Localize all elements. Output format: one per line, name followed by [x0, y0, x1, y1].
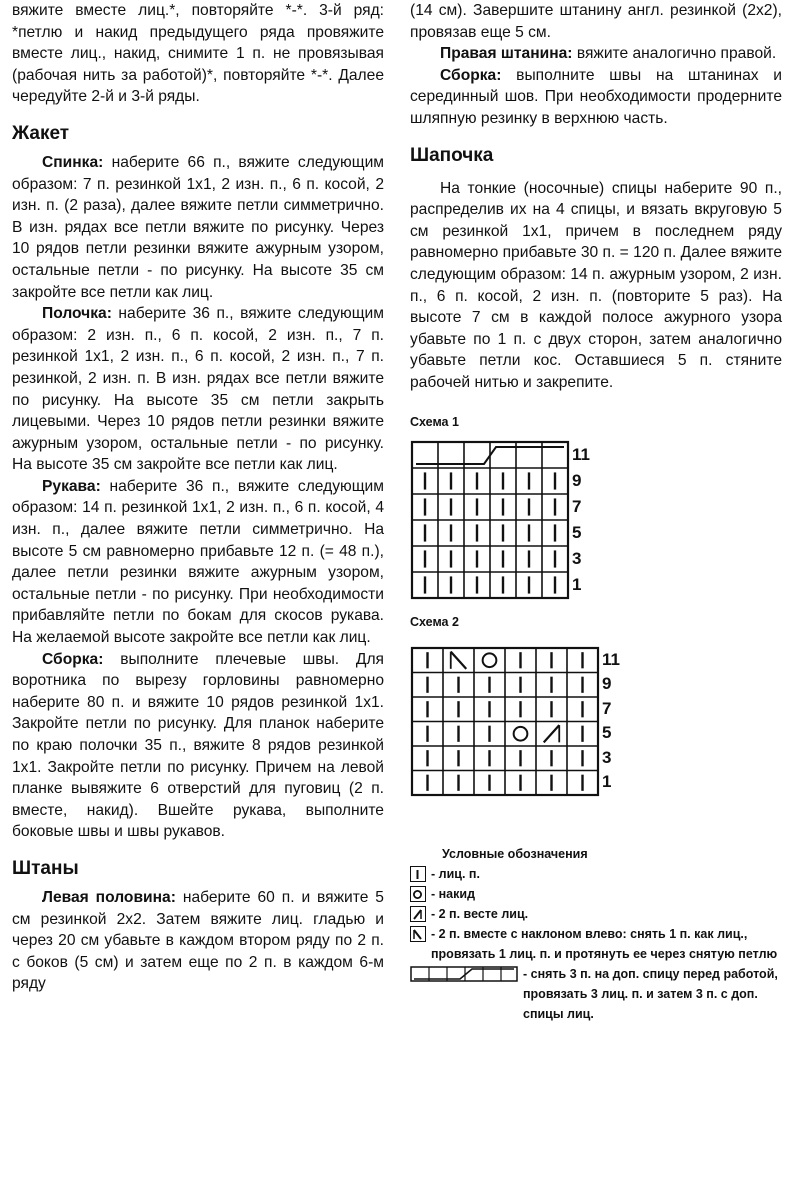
row-label: 1 — [572, 574, 582, 594]
chart2-caption: Схема 2 — [410, 614, 459, 629]
pants-continuation: (14 см). Завершите штанину англ. резинкой (2х2), провязав еще 5 см. — [410, 2, 782, 41]
pants-assembly-paragraph — [410, 65, 782, 130]
row-label: 7 — [602, 698, 612, 718]
sleeve-label: Рукава: — [42, 477, 101, 495]
legend-yo — [410, 884, 782, 904]
knit-two-together-icon — [410, 906, 426, 922]
back-label: Спинка: — [42, 153, 104, 171]
yarn-over-icon — [410, 886, 426, 902]
assembly-text: выполните плечевые швы. Для воротника по вырезу горловины равномерно наберите 80 п. и вяжите 10 рядов резинкой 1х1. Закройте петли по рисунку. Для планок наберите по краю полочки 35 п., вяжите 8 рядов резинкой 1х1. Закройте петли по рисунку. Причем на левой планке вывяжите 6 отверстий для пуговиц (2 п. вместе, накид). Вшейте рукава, выполните боковые швы и швы рукавов. — [12, 650, 384, 841]
intro-paragraph: вяжите вместе лиц.*, повторяйте *-*. 3-й ряд: *петлю и накид предыдущего ряда провяжите вместе лиц., накид, снимите 1 п. не провязывая (рабочая нить за работой)*, повторяйте *-*. Далее чередуйте 2-й и 3-й ряды. — [12, 2, 384, 106]
legend-cable-text: - снять 3 п. на доп. спицу перед работой, провязать 3 лиц. п. и затем 3 п. с доп. спицы лиц. — [523, 966, 778, 1021]
legend-title: Условные обозначения — [442, 846, 588, 861]
legend-knit — [410, 864, 782, 884]
right-leg-label: Правая штанина: — [440, 45, 573, 63]
legend-cable — [410, 964, 782, 1024]
ssk-mark — [451, 651, 467, 668]
hat-paragraph: На тонкие (носочные) спицы наберите 90 п., распределив их на 4 спицы, и вязать вкруговую 5 см резинкой 1х1, причем в последнем ряду равномерно прибавьте 30 п. = 120 п. Далее вяжите следующим образом: 14 п. ажурным узором, 2 изн. п., 6 п. косой, 2 изн. п. (повторите 5 раз). На высоте 7 см в каждой полосе ажурного узора убавьте по 1 п. с двух сторон, затем аналогично убавьте петли кос. Оставшиеся 5 п. стяните рабочей нитью и закрепите. — [410, 179, 782, 391]
back-paragraph — [12, 152, 384, 303]
legend-yo-text: - накид — [431, 886, 476, 901]
k2tog-mark — [544, 725, 560, 742]
pants-assembly-label: Сборка: — [440, 66, 502, 84]
row-label: 5 — [572, 522, 582, 542]
legend — [410, 844, 782, 1024]
legend-k2tog-text: - 2 п. весте лиц. — [431, 906, 529, 921]
sleeve-paragraph — [12, 476, 384, 649]
row-label: 9 — [572, 470, 582, 490]
left-column — [12, 0, 384, 995]
row-label: 3 — [602, 747, 612, 767]
jacket-heading: Жакет — [12, 122, 70, 144]
row-label: 1 — [602, 772, 612, 792]
legend-knit-text: - лиц. п. — [431, 866, 480, 881]
right-leg-text: вяжите аналогично правой. — [576, 45, 777, 63]
left-half-paragraph — [12, 887, 384, 995]
chart2 — [410, 646, 782, 798]
pants-assembly-text: выполните швы на штанинах и серединный шов. При необходимости продерните шляпную резинку в верхнюю часть. — [410, 66, 782, 127]
right-leg-paragraph — [410, 43, 782, 65]
back-text: наберите 66 п., вяжите следующим образом: 7 п. резинкой 1х1, 2 изн. п., 6 п. косой, 2 изн. п. (2 раза), далее вяжите петли симметрично. В изн. рядах все петли вяжите по рисунку. Через 10 рядов петли резинки вяжите ажурным узором, остальные петли - по рисунку. На высоте 35 см закройте все петли как лиц. — [12, 153, 384, 301]
left-half-text: наберите 60 п. и вяжите 5 см резинкой 2х2. Затем вяжите лиц. гладью и через 20 см убавьте в каждом втором ряду по 2 п. с боков (5 см) и затем еще по 2 п. в каждом 6-м ряду — [12, 888, 384, 993]
front-label: Полочка: — [42, 305, 112, 323]
row-label: 11 — [602, 649, 620, 669]
assembly-paragraph — [12, 649, 384, 843]
sleeve-text: наберите 36 п., вяжите следующим образом: 14 п. резинкой 1х1, 2 изн. п., 6 п. косой, 4 изн. п., далее вяжите петли симметрично. На высоте 5 см равномерно прибавьте 12 п. (= 48 п.), далее петли резинки вяжите ажурным узором, остальные петли - по рисунку. При необходимости прибавляйте петли по бокам для скосов рукава. На желаемой высоте закройте все петли как лиц. — [12, 477, 384, 647]
chart1-caption: Схема 1 — [410, 414, 459, 429]
row-label: 7 — [572, 496, 582, 516]
chart1-grid — [410, 440, 570, 600]
row-label: 3 — [572, 548, 582, 568]
front-paragraph — [12, 303, 384, 476]
front-text: наберите 36 п., вяжите следующим образом: 2 изн. п., 6 п. косой, 2 изн. п., 7 п. резинкой 1х1, 2 изн. п., 6 п. косой, 2 изн. п., 7 п. резинкой, 2 изн. п. В изн. рядах все петли вяжите по рисунку. На высоте 35 см петли закрыть лицевыми. Через 10 рядов петли резинки вяжите ажурным узором, остальные петли - по рисунку. На высоте 35 см закройте все петли как лиц. — [12, 305, 384, 474]
slip-slip-knit-icon — [410, 926, 426, 942]
chart2-grid — [410, 646, 600, 798]
row-label: 9 — [602, 674, 612, 694]
yarn-over-mark — [483, 653, 497, 667]
legend-ssk-text: - 2 п. вместе с наклоном влево: снять 1 п. как лиц., провязать 1 лиц. п. и протянуть ее через снятую петлю — [431, 926, 778, 961]
hat-heading: Шапочка — [410, 144, 494, 166]
cable-cross-icon — [410, 966, 518, 988]
knit-stitch-icon — [410, 866, 426, 882]
right-column — [410, 0, 782, 1024]
chart1 — [410, 440, 782, 600]
legend-ssk — [410, 924, 782, 964]
left-half-label: Левая половина: — [42, 888, 176, 906]
assembly-label: Сборка: — [42, 650, 104, 668]
row-label: 11 — [572, 444, 590, 464]
legend-k2tog — [410, 904, 782, 924]
yarn-over-mark — [514, 726, 528, 740]
pants-heading: Штаны — [12, 857, 79, 879]
row-label: 5 — [602, 723, 612, 743]
